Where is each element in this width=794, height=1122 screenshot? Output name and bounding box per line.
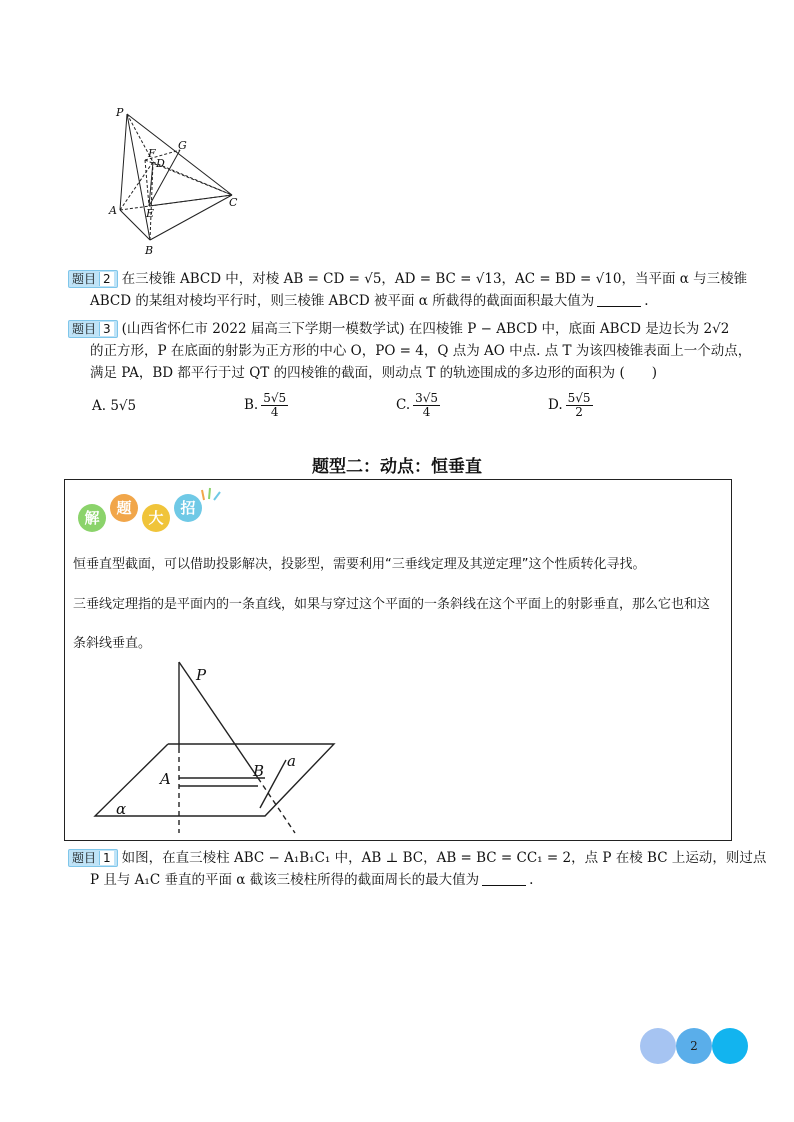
fig1-label-a: A	[109, 204, 117, 217]
badge-char-1: 解	[78, 504, 106, 532]
fig2-label-alpha: α	[116, 800, 127, 818]
fig2-label-a: A	[160, 770, 171, 788]
question-2: 题目 2 在三棱锥 ABCD 中，对棱 AB = CD = √5，AD = BC = √13，AC = BD = √10，当平面 α 与三棱锥 ABCD 的某组对棱均平行时，则三棱锥 ABCD 被平面 α 所截得的截面面积最大值为 .	[68, 268, 728, 312]
question-1: 题目 1 如图，在直三棱柱 ABC − A₁B₁C₁ 中，AB ⊥ BC，AB = BC = CC₁ = 2，点 P 在棱 BC 上运动，则过点 P 且与 A₁C 垂直的平面 α 截该三棱柱所得的截面周长的最大值为 .	[68, 847, 728, 891]
question-2-line1: 在三棱锥 ABCD 中，对棱 AB = CD = √5，AD = BC = √13，AC = BD = √10，当平面 α 与三棱锥	[121, 271, 748, 287]
method-paragraph-2-line2: 条斜线垂直。	[73, 636, 152, 651]
question-1-tag: 题目 1	[68, 849, 118, 867]
method-paragraph-1: 恒垂直型截面，可以借助投影解决，投影型，需要利用“三垂线定理及其逆定理”这个性质转化寻找。	[73, 557, 646, 572]
fig1-label-p: P	[116, 106, 124, 119]
choice-b[interactable]: B. $\frac{5√5}{4}$	[244, 391, 287, 419]
fig1-label-d: D	[156, 157, 165, 170]
question-3-line1: (山西省怀仁市 2022 届高三下学期一模数学试) 在四棱锥 P − ABCD 中，底面 ABCD 是边长为 2√2	[121, 321, 730, 337]
answer-blank[interactable]	[597, 292, 641, 307]
sparkle-icon	[200, 486, 224, 502]
page-dot-right	[712, 1028, 748, 1064]
choice-d[interactable]: D. $\frac{5√5}{2}$	[548, 391, 591, 419]
page-number: 2	[690, 1039, 698, 1053]
fig1-label-c: C	[229, 196, 238, 209]
answer-blank-q1[interactable]	[482, 871, 526, 886]
badge-char-4: 招	[174, 494, 202, 522]
page-number-badge	[640, 1028, 752, 1064]
badge-char-3: 大	[142, 504, 170, 532]
fig1-label-e: E	[146, 207, 155, 220]
question-2-tag: 题目 2	[68, 270, 118, 288]
question-3-choices	[92, 392, 712, 426]
fig1-label-b: B	[145, 244, 154, 257]
choice-a[interactable]: A. 5√5	[92, 398, 137, 414]
question-3-line2: 的正方形，P 在底面的射影为正方形的中心 O，PO = 4，Q 点为 AO 中点. 点 T 为该四棱锥表面上一个动点，	[90, 343, 752, 359]
section-title: 题型二：动点：恒垂直	[312, 457, 482, 477]
question-3	[68, 318, 752, 384]
fig2-label-a-line: a	[287, 752, 296, 770]
page-dot-left	[640, 1028, 676, 1064]
method-paragraph-2-line1: 三垂线定理指的是平面内的一条直线，如果与穿过这个平面的一条斜线在这个平面上的射影垂直，那么它也和这	[73, 597, 711, 612]
three-perpendiculars-figure	[90, 658, 345, 838]
question-2-line2: ABCD 的某组对棱均平行时，则三棱锥 ABCD 被平面 α 所截得的截面面积最大值为	[90, 293, 595, 309]
question-1-line2: P 且与 A₁C 垂直的平面 α 截该三棱柱所得的截面周长的最大值为	[90, 872, 480, 888]
fig1-label-f: F	[148, 147, 156, 160]
question-3-line3: 满足 PA，BD 都平行于过 QT 的四棱锥的截面，则动点 T 的轨迹围成的多边形的面积为 ( )	[90, 365, 657, 381]
tetrahedron-figure	[105, 100, 250, 260]
badge-char-2: 题	[110, 494, 138, 522]
fig2-label-b: B	[253, 762, 265, 780]
question-1-line1: 如图，在直三棱柱 ABC − A₁B₁C₁ 中，AB ⊥ BC，AB = BC = CC₁ = 2，点 P 在棱 BC 上运动，则过点	[121, 850, 767, 866]
fig2-label-p: P	[196, 666, 207, 684]
choice-c[interactable]: C. $\frac{3√5}{4}$	[396, 391, 439, 419]
method-badge	[74, 490, 224, 540]
fig1-label-g: G	[178, 139, 187, 152]
question-3-tag: 题目 3	[68, 320, 118, 338]
